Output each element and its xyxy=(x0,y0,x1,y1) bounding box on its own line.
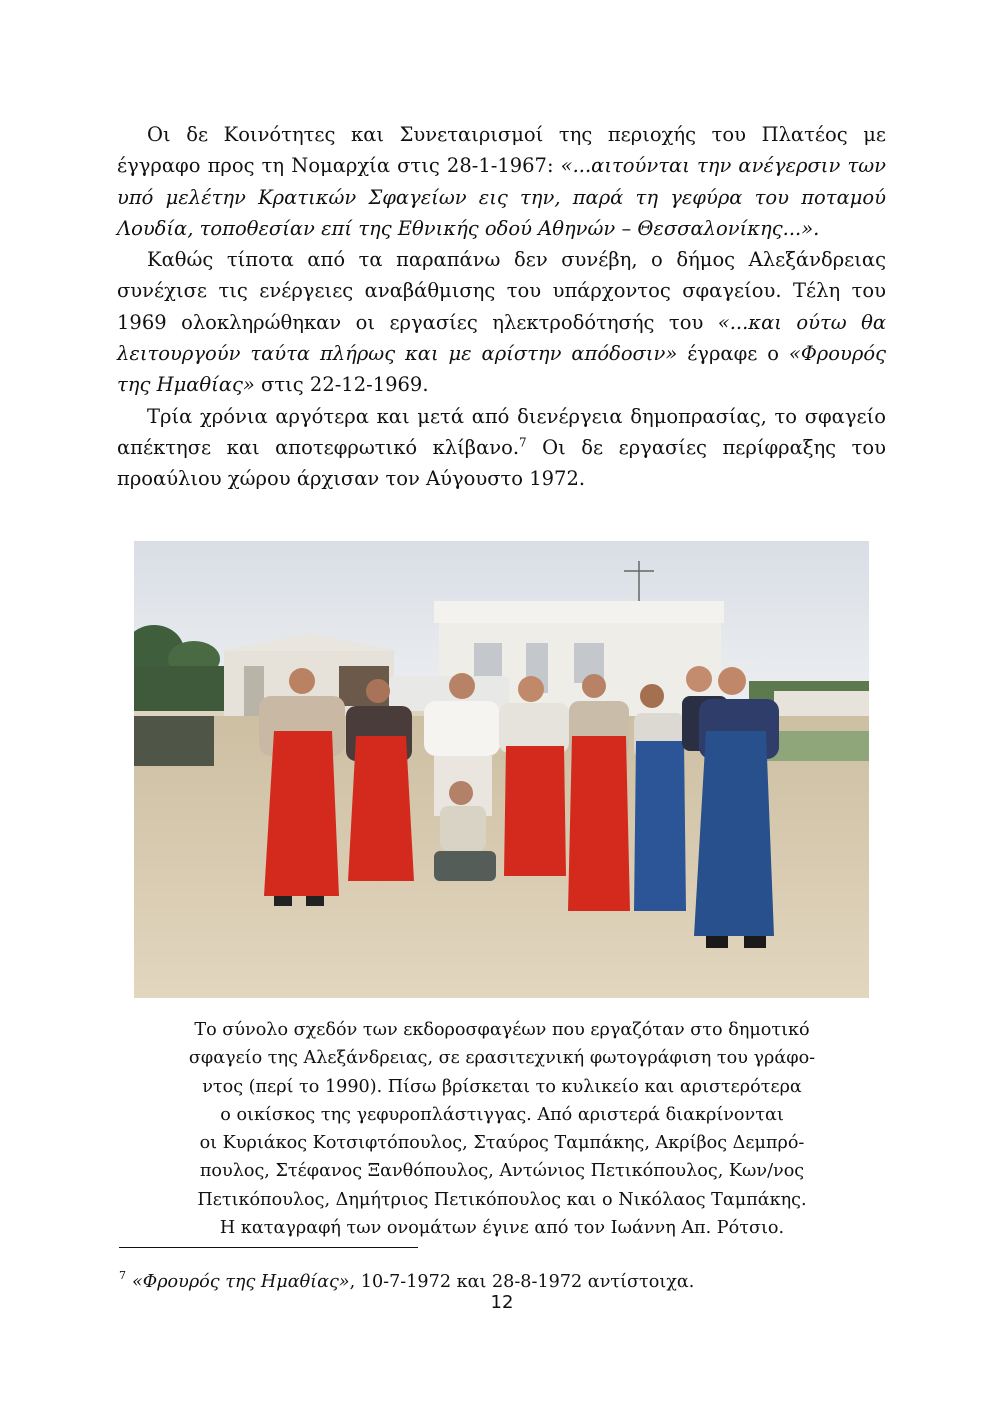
paragraph-2-text-c: στις 22-12-1969. xyxy=(254,373,429,397)
footnote-divider xyxy=(119,1247,418,1248)
body-text xyxy=(117,119,886,495)
caption-line: σφαγείο της Αλεξάνδρειας, σε ερασιτεχνική φωτογράφιση του γράφο- xyxy=(188,1048,816,1069)
caption-line: πουλος, Στέφανος Ξανθόπουλος, Αντώνιος Πετικόπουλος, Κων/νος xyxy=(199,1161,805,1182)
paragraph-1-text: Οι δε Κοινότητες και Συνεταιρισμοί της περιοχής του Πλατέος με έγγραφο προς τη Νομαρχία στις 28-1-1967: xyxy=(117,123,886,178)
caption-line: ντος (περί το 1990). Πίσω βρίσκεται το κυλικείο και αριστερότερα xyxy=(202,1076,802,1097)
group-photo xyxy=(134,541,869,998)
footnote-ref[interactable]: 7 xyxy=(519,435,527,450)
group-photo-drawing xyxy=(134,541,869,998)
photo-caption xyxy=(122,1016,882,1242)
paragraph-3 xyxy=(117,401,886,495)
paragraph-2 xyxy=(117,244,886,400)
paragraph-1 xyxy=(117,119,886,244)
paragraph-2-text: Καθώς τίποτα από τα παραπάνω δεν συνέβη, ο δήμος Αλεξάνδρειας συνέχισε τις ενέργειες αναβάθμισης του υπάρχοντος σφαγείου. Τέλη του 1969 ολοκληρώθηκαν οι εργασίες ηλεκτροδότησής του xyxy=(117,248,886,334)
caption-line: Το σύνολο σχεδόν των εκδοροσφαγέων που εργαζόταν στο δημοτικό xyxy=(194,1020,810,1040)
footnote xyxy=(119,1264,879,1294)
page-number: 12 xyxy=(490,1292,514,1313)
paragraph-2-source: «Φρουρός της Ημαθίας» xyxy=(117,342,886,397)
paragraph-3-text: Τρία χρόνια αργότερα και μετά από διενέργεια δημοπρασίας, το σφαγείο απέκτησε και αποτεφρωτικό κλίβανο. xyxy=(117,404,886,459)
caption-line: ο οικίσκος της γεφυροπλάστιγγας. Από αριστερά διακρίνονται xyxy=(220,1104,784,1125)
footnote-text: , 10-7-1972 και 28-8-1972 αντίστοιχα. xyxy=(349,1272,695,1292)
footnote-number: 7 xyxy=(119,1269,126,1282)
paragraph-2-quote: «...και ούτω θα λειτουργούν ταύτα πλήρως και με αρίστην απόδοσιν» xyxy=(117,310,886,366)
caption-line: οι Κυριάκος Κοτσιφτόπουλος, Σταύρος Ταμπάκης, Ακρίβος Δεμπρό- xyxy=(199,1133,805,1154)
caption-line: Η καταγραφή των ονομάτων έγινε από τον Ιωάννη Απ. Ρότσιο. xyxy=(219,1218,785,1239)
caption-line: Πετικόπουλος, Δημήτριος Πετικόπουλος και ο Νικόλαος Ταμπάκης. xyxy=(197,1189,807,1210)
paragraph-1-quote: «...αιτούνται την ανέγερσιν των υπό μελέτην Κρατικών Σφαγείων εις την, παρά τη γεφύρα του ποταμού Λουδία, τοποθεσίαν επί της Εθνικής οδού Αθηνών – Θεσσαλονίκης...». xyxy=(117,154,886,240)
paragraph-3-text-b: Οι δε εργασίες περίφραξης του προαύλιου χώρου άρχισαν τον Αύγουστο 1972. xyxy=(117,435,886,491)
paragraph-2-text-b: έγραφε ο xyxy=(677,342,789,366)
footnote-source: «Φρουρός της Ημαθίας» xyxy=(132,1272,350,1292)
